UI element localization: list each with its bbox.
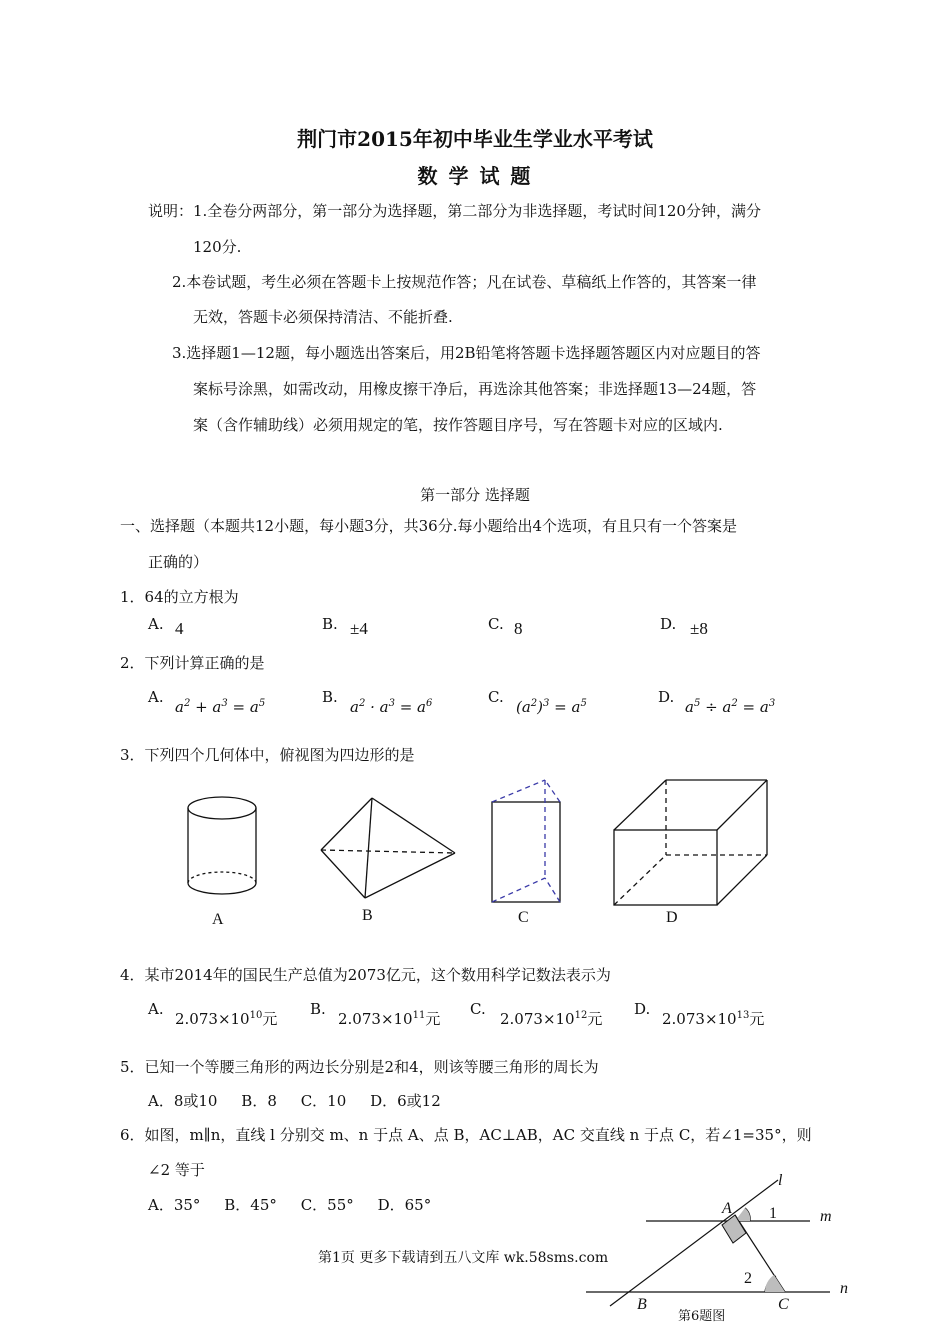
figure-caption: 第6题图 — [678, 1309, 726, 1324]
q4-option-d-letter: D. — [634, 1000, 651, 1018]
label-l: l — [778, 1172, 783, 1189]
instruction-line: 案标号涂黑，如需改动，用橡皮擦干净后，再选涂其他答案；非选择题13—24题，答 — [193, 380, 757, 398]
q1-option-b-value: ±4 — [350, 619, 368, 638]
cylinder-figure — [188, 797, 256, 894]
q2-option-d-formula: $a^5 \div a^2 = a^3$ — [685, 698, 776, 716]
q2-option-a-letter: A. — [148, 688, 164, 706]
q4-option-a-value: $2.073\times 10^{10}$元 — [175, 1010, 278, 1028]
q4-option-b-value: $2.073\times 10^{11}$元 — [338, 1010, 441, 1028]
label-point-b: B — [637, 1296, 647, 1313]
q1-option-c-value: 8 — [514, 619, 523, 638]
prism-figure — [492, 780, 560, 902]
figure-label-a: A — [212, 911, 224, 928]
page-footer: 第1页 更多下载请到五八文库 wk.58sms.com — [318, 1250, 609, 1266]
question-1-stem: 1．64的立方根为 — [120, 588, 239, 606]
q4-option-b-letter: B. — [310, 1000, 326, 1018]
q2-option-c-formula: $(a^2)^3 = a^5$ — [516, 698, 587, 716]
q2-option-a-formula: $a^2 + a^3 = a^5$ — [175, 698, 266, 716]
label-angle-2: 2 — [744, 1270, 752, 1287]
label-n: n — [840, 1280, 848, 1297]
q4-option-a-letter: A. — [148, 1000, 164, 1018]
question-4-stem: 4．某市2014年的国民生产总值为2073亿元，这个数用科学记数法表示为 — [120, 966, 611, 984]
label-m: m — [820, 1208, 832, 1225]
instruction-line: 无效，答题卡必须保持清洁、不能折叠. — [193, 308, 453, 326]
exam-title: 荆门市2015年初中毕业生学业水平考试 — [297, 127, 653, 151]
question-3-stem: 3．下列四个几何体中，俯视图为四边形的是 — [120, 746, 415, 764]
instruction-line: 案（含作辅助线）必须用规定的笔，按作答题目序号，写在答题卡对应的区域内. — [193, 416, 723, 434]
cuboid-figure — [614, 780, 767, 905]
q4-option-c-value: $2.073\times 10^{12}$元 — [500, 1010, 603, 1028]
q1-option-c-letter: C. — [488, 615, 504, 633]
q2-option-c-letter: C. — [488, 688, 504, 706]
q4-option-d-value: $2.073\times 10^{13}$元 — [662, 1010, 765, 1028]
figure-label-d: D — [666, 909, 678, 926]
question-2-stem: 2．下列计算正确的是 — [120, 654, 265, 672]
figure-label-b: B — [362, 907, 373, 924]
label-point-c: C — [778, 1296, 789, 1313]
question-6-stem-cont: ∠2 等于 — [148, 1161, 205, 1179]
q4-option-c-letter: C. — [470, 1000, 486, 1018]
q2-option-b-letter: B. — [322, 688, 338, 706]
q1-option-b-letter: B. — [322, 615, 338, 633]
q6-options: A．35° B．45° C．55° D．65° — [148, 1196, 432, 1214]
q2-option-b-formula: $a^2 \cdot a^3 = a^6$ — [350, 698, 433, 716]
q1-option-d-letter: D. — [660, 615, 677, 633]
q2-option-d-letter: D. — [658, 688, 675, 706]
exam-subtitle: 数 学 试 题 — [417, 164, 533, 188]
q1-option-a-letter: A. — [148, 615, 164, 633]
q1-option-a-value: 4 — [175, 619, 184, 638]
instruction-line: 3.选择题1—12题，每小题选出答案后，用2B铅笔将答题卡选择题答题区内对应题目的答 — [172, 344, 761, 362]
instruction-line: 120分. — [193, 238, 242, 256]
figure-label-c: C — [518, 909, 529, 926]
q1-option-d-value: ±8 — [690, 619, 708, 638]
question-5-stem: 5．已知一个等腰三角形的两边长分别是2和4，则该等腰三角形的周长为 — [120, 1058, 599, 1076]
instruction-line: 2.本卷试题，考生必须在答题卡上按规范作答；凡在试卷、草稿纸上作答的，其答案一律 — [172, 273, 757, 291]
q6-figure — [580, 1168, 880, 1338]
q3-figures — [0, 770, 950, 940]
q5-options: A．8或10 B．8 C．10 D．6或12 — [148, 1092, 441, 1110]
label-point-a: A — [722, 1200, 732, 1217]
instructions-lead: 说明： — [148, 202, 194, 220]
question-6-stem: 6．如图，m∥n，直线 l 分别交 m、n 于点 A、点 B，AC⊥AB，AC 交直线 n 于点 C，若∠1=35°，则 — [120, 1126, 812, 1144]
section-heading-cont: 正确的） — [148, 553, 209, 571]
instruction-line: 1.全卷分两部分，第一部分为选择题，第二部分为非选择题，考试时间120分钟，满分 — [193, 202, 761, 220]
pyramid-figure — [321, 798, 455, 898]
label-angle-1: 1 — [769, 1205, 777, 1222]
angle-2-fill — [765, 1275, 785, 1292]
part-heading: 第一部分 选择题 — [420, 486, 530, 504]
section-heading: 一、选择题（本题共12小题，每小题3分，共36分.每小题给出4个选项，有且只有一个答案是 — [120, 517, 738, 535]
